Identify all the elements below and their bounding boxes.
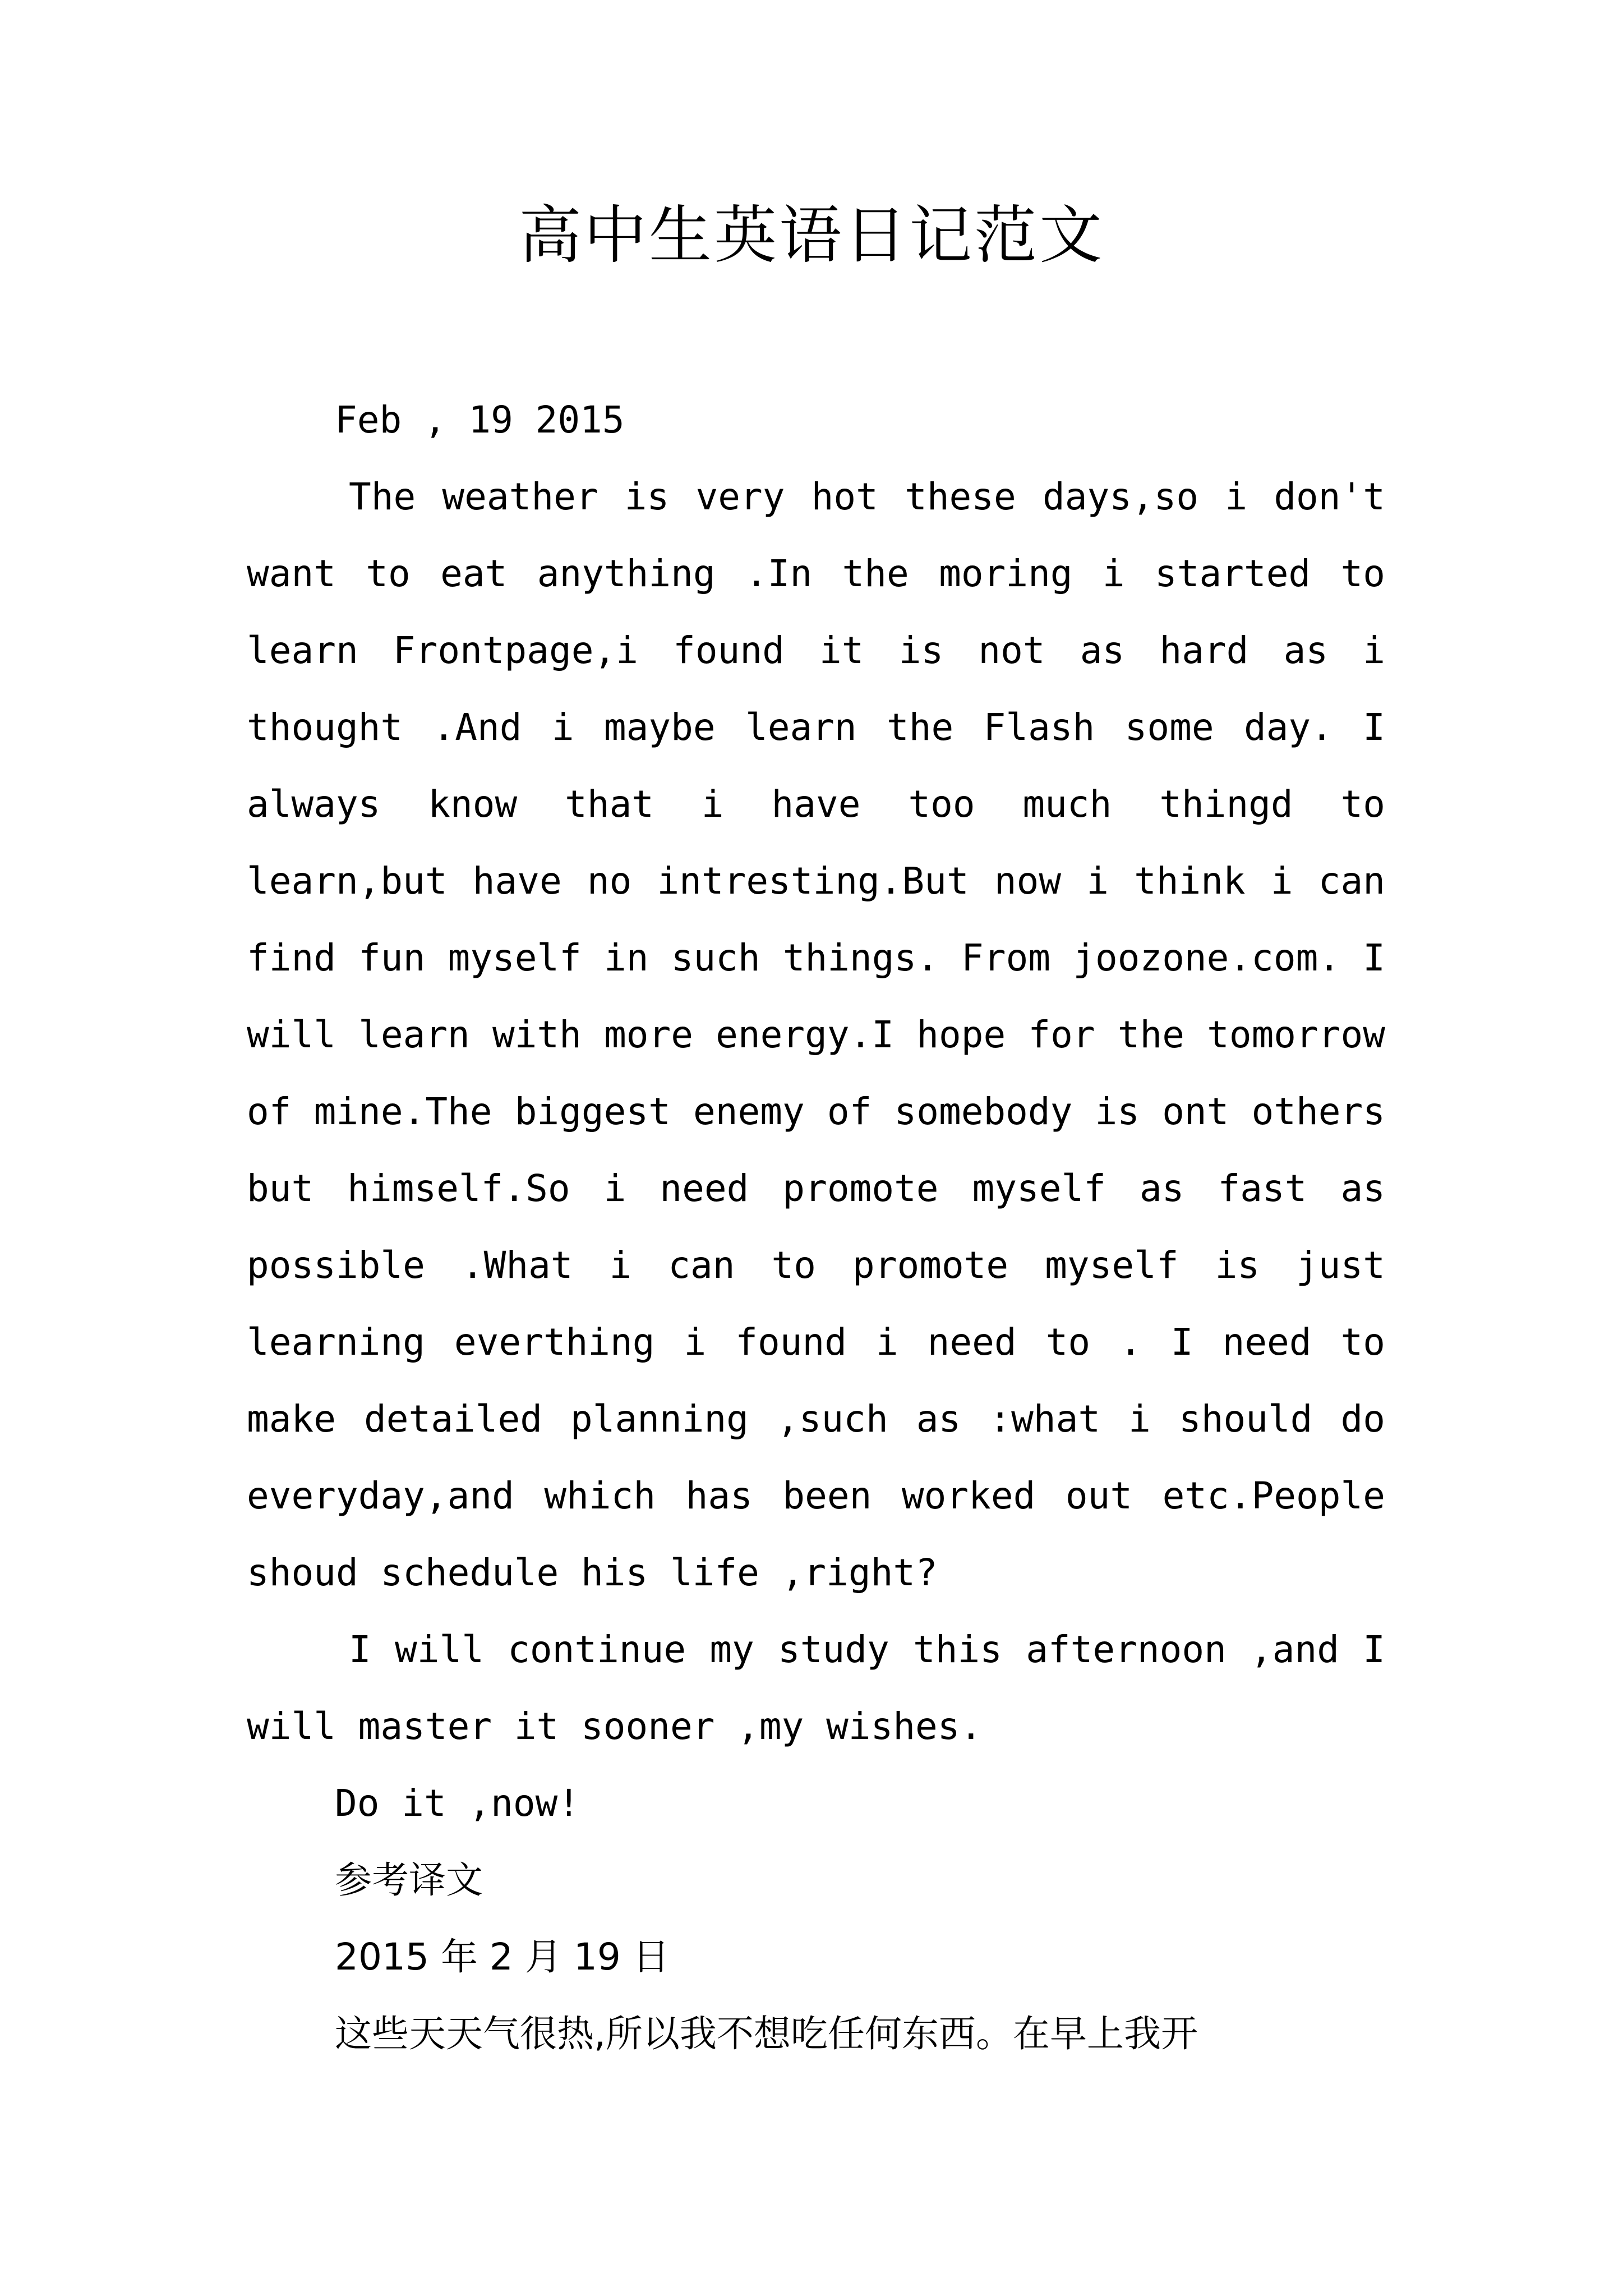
document-title: 高中生英语日记范文 (519, 199, 1104, 272)
diary-paragraph-2: I will continue my study this afternoon ,and I will master it sooner ,my wishes. (247, 1628, 1385, 1748)
diary-paragraph-1: The weather is very hot these days,so i don't want to eat anything .In the moring i started to learn Frontpage,i found it is not as hard as i thought .And i maybe learn the Flash some day. I always know that i have too much thingd to learn,but have no intresting.But now i think i can find fun myself in such things. From joozone.com. I will learn with more energy.I hope for the tomorrow of mine.The biggest enemy of somebody is ont others but himself.So i need promote myself as fast as possible .What i can to promote myself is just learning everthing i found i need to . I need to make detailed planning ,such as :what i should do everyday,and which has been worked out etc.People shoud schedule his life ,right? (247, 475, 1385, 1594)
translation-heading: 参考译文 (335, 1858, 483, 1902)
translation-line-1: 这些天天气很热,所以我不想吃任何东西。在早上我开 (335, 2012, 1198, 2055)
english-date: Feb , 19 2015 (335, 398, 625, 441)
document-body (247, 381, 1385, 2072)
diary-closing: Do it ,now! (335, 1782, 580, 1825)
chinese-date: 2015 年 2 月 19 日 (335, 1935, 670, 1978)
